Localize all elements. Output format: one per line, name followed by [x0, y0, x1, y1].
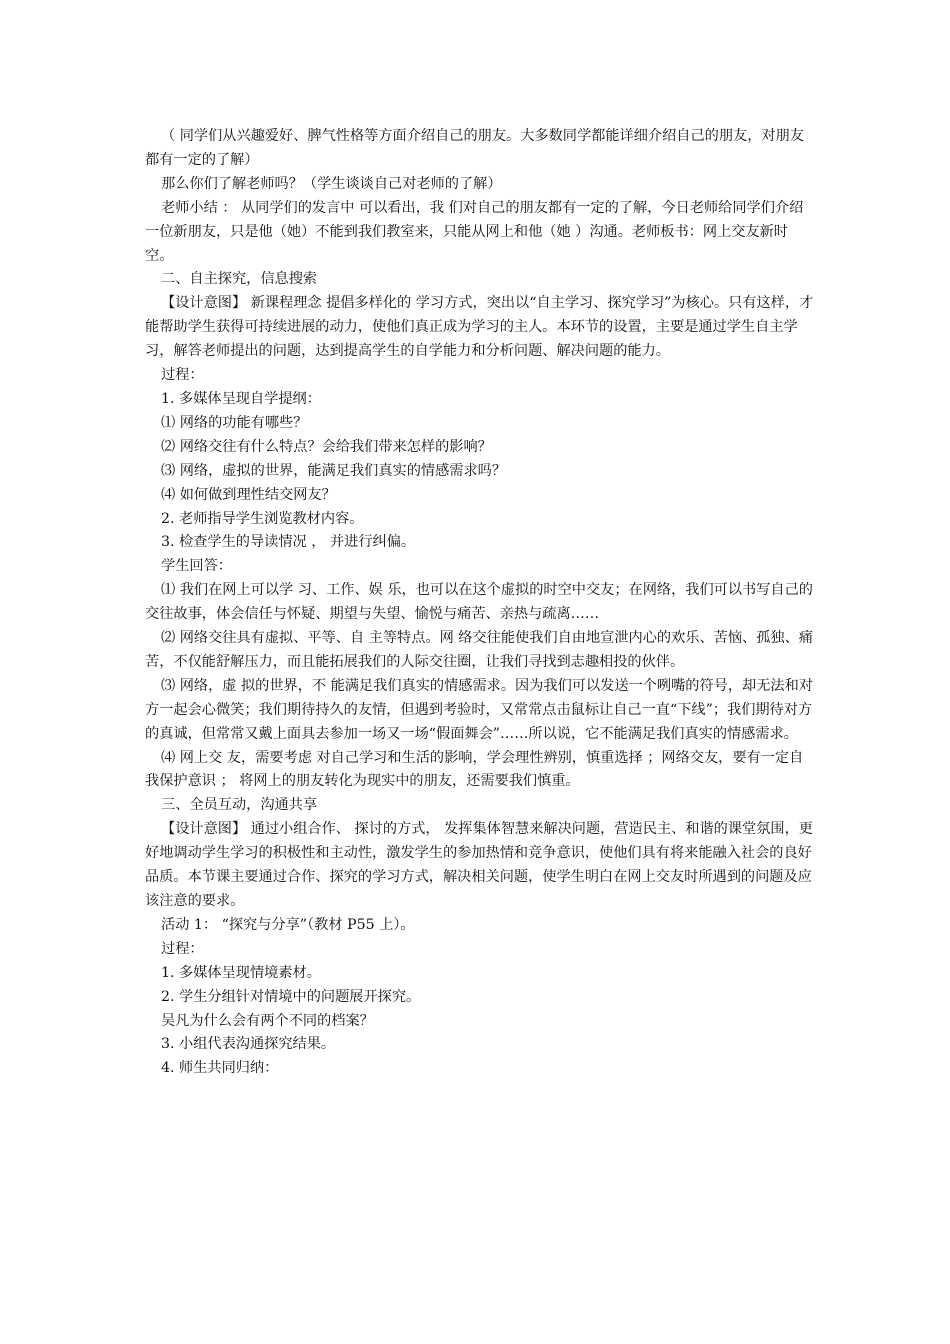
paragraph: 过程：	[161, 940, 204, 957]
paragraph: 3. 小组代表沟通探究结果。	[161, 1036, 336, 1053]
paragraph: ⑴ 我们在网上可以学 习、工作、娱 乐，也可以在这个虚拟的时空中交友；在网络，我们可以书写自己的交往故事，体会信任与怀疑、期望与失望、愉悦与痛苦、亲热与疏离……	[145, 582, 813, 623]
paragraph: 3. 检查学生的导读情况 ， 并进行纠偏。	[161, 534, 416, 551]
paragraph: 【设计意图】 新课程理念 提倡多样化的 学习方式，突出以“自主学习、探究学习”为核心。只有这样，才能帮助学生获得可持续进展的动力，使他们真正成为学习的主人。本环节的设置，主要是通过学生自主学习，解答老师提出的问题，达到提高学生的自学能力和分析问题、解决问题的能力。	[145, 295, 814, 360]
paragraph: 1. 多媒体呈现自学提纲：	[161, 390, 321, 407]
paragraph: 【设计意图】 通过小组合作、 探讨的方式， 发挥集体智慧来解决问题，营造民主、和谐的课堂氛围，更好地调动学生学习的积极性和主动性，激发学生的参加热情和竞争意识，使他们具有将来能融入社会的良好品质。本节课主要通过合作、探究的学习方式，解决相关问题，使学生明白在网上交友时所遇到的问题及应该注意的要求。	[145, 821, 813, 909]
paragraph: ⑴ 网络的功能有哪些？	[161, 414, 308, 431]
paragraph: 二、自主探究，信息搜索	[161, 271, 318, 288]
paragraph: 那么你们了解老师吗？（学生谈谈自己对老师的了解）	[161, 175, 502, 192]
paragraph: ⑶ 网络，虚拟的世界，能满足我们真实的情感需求吗？	[161, 462, 507, 479]
paragraph: 2. 学生分组针对情境中的问题展开探究。	[161, 988, 421, 1005]
paragraph: （ 同学们从兴趣爱好、脾气性格等方面介绍自己的朋友。大多数同学都能详细介绍自己的朋友，对朋友都有一定的了解）	[145, 128, 804, 168]
paragraph: 2. 老师指导学生浏览教材内容。	[161, 510, 364, 527]
paragraph: ⑵ 网络交往有什么特点？会给我们带来怎样的影响？	[161, 438, 492, 455]
document-body	[145, 125, 815, 1081]
paragraph: ⑶ 网络，虚 拟的世界，不 能满足我们真实的情感需求。因为我们可以发送一个咧嘴的符号，却无法和对方一起会心微笑；我们期待持久的友情，但遇到考验时，又常常点击鼠标让自己一直“下线”；我们期待对方的真诚，但常常又戴上面具去参加一场又一场“假面舞会”……所以说，它不能满足我们真实的情感需求。	[145, 677, 813, 742]
paragraph: 学生回答：	[161, 558, 232, 575]
paragraph: 吴凡为什么会有两个不同的档案？	[161, 1012, 374, 1029]
paragraph: 过程：	[161, 367, 204, 384]
paragraph: 老师小结 ： 从同学们的发言中 可以看出，我 们对自己的朋友都有一定的了解，今日老师给同学们介绍一位新朋友，只是他（她）不能到我们教室来，只能从网上和他（她 ）沟通。老师板书：网上交友新时空。	[145, 199, 804, 264]
paragraph: ⑵ 网络交往具有虚拟、平等、自 主等特点。网 络交往能使我们自由地宣泄内心的欢乐、苦恼、孤独、痛苦，不仅能舒解压力，而且能拓展我们的人际交往圈，让我们寻找到志趣相投的伙伴。	[145, 630, 813, 670]
paragraph: 三、全员互动，沟通共享	[161, 797, 318, 814]
paragraph: 1. 多媒体呈现情境素材。	[161, 964, 321, 981]
paragraph: ⑷ 网上交 友，需要考虑 对自己学习和生活的影响，学会理性辨别，慎重选择 ；网络交友，要有一定自我保护意识 ； 将网上的朋友转化为现实中的朋友，还需要我们慎重。	[145, 749, 804, 790]
paragraph: 活动 1： “探究与分享”（教材 P55 上）。	[161, 916, 415, 933]
paragraph: ⑷ 如何做到理性结交网友？	[161, 486, 336, 503]
paragraph: 4. 师生共同归纳：	[161, 1060, 279, 1077]
